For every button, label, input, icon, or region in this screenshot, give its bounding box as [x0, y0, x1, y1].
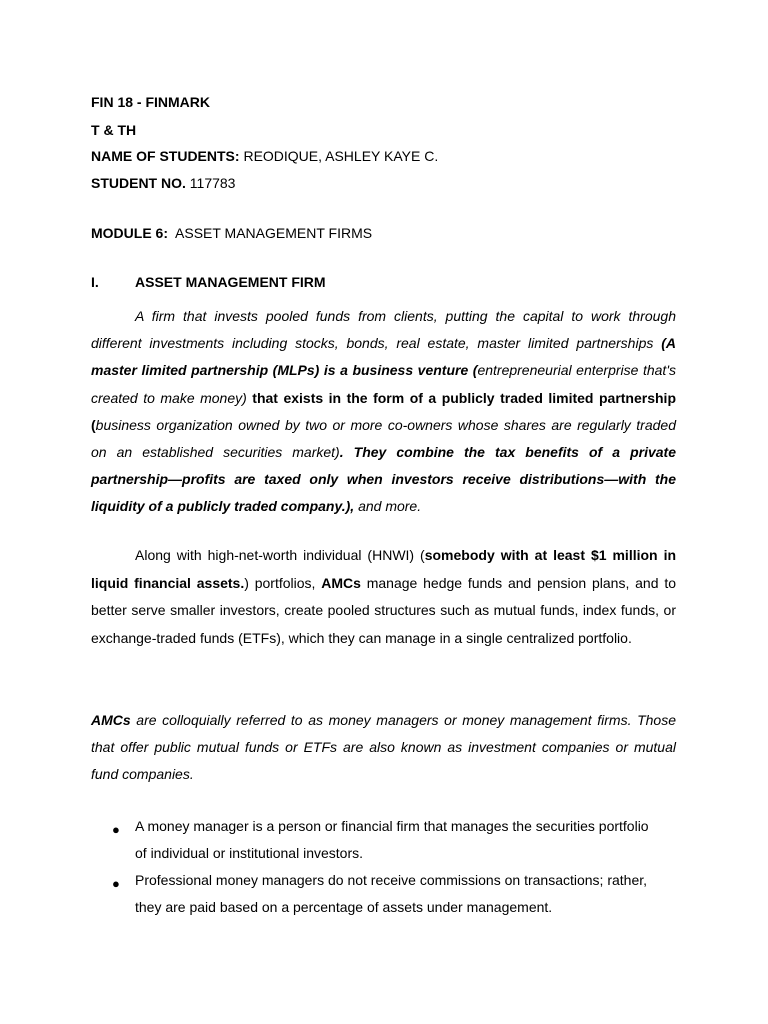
bullet-item-professional-managers: Professional money managers do not receive commissions on transactions; rather, they are paid based on a percentage of assets under management. [135, 872, 648, 915]
para3-text-1: AMCs [91, 712, 131, 728]
students-label: NAME OF STUDENTS: [91, 148, 240, 164]
paragraph-amcs [91, 707, 676, 788]
student-no-line [91, 174, 235, 192]
bullet-marker: ● [112, 822, 120, 837]
para2-text-5: manage hedge funds and pension plans, and to better serve smaller investors, create pooled structures such as mutual funds, index funds, or exchange-traded funds (ETFs), which they can manage in a single centralized portfolio. [91, 574, 676, 646]
para1-text-4: that exists in the form of a publicly traded limited partnership ( [91, 389, 676, 433]
module-label: MODULE 6: [91, 225, 168, 241]
bullet-marker: ● [112, 876, 120, 891]
para1-text-5: business organization owned by two or more co-owners whose shares are regularly traded on an established securities market) [91, 416, 676, 461]
students-line [91, 147, 438, 165]
section-title: ASSET MANAGEMENT FIRM [135, 274, 326, 290]
para1-text-3: entrepreneurial enterprise that's created to make money) [91, 362, 676, 406]
student-no-value: 117783 [189, 175, 236, 191]
paragraph-definition [91, 303, 676, 521]
para1-text-1: A firm that invests pooled funds from clients, putting the capital to work through different investments including stocks, bonds, real estate, master limited partnerships [91, 308, 676, 352]
schedule-line: T & TH [91, 122, 137, 138]
para2-text-2: somebody with at least $1 million in liquid financial assets. [91, 547, 677, 591]
students-value: REODIQUE, ASHLEY KAYE C. [243, 148, 439, 164]
para2-text-1: Along with high-net-worth individual (HNWI) ( [135, 547, 425, 563]
section-number: I. [91, 274, 99, 290]
course-title: FIN 18 - FINMARK [91, 94, 210, 110]
para2-text-3: ) portfolios, [244, 574, 322, 591]
para1-text-2: (A master limited partnership (MLPs) is a business venture ( [91, 335, 676, 379]
para2-text-4: AMCs [321, 574, 361, 591]
module-title: ASSET MANAGEMENT FIRMS [175, 225, 373, 241]
bullet-item-money-manager: A money manager is a person or financial firm that manages the securities portfolio of individual or institutional investors. [135, 818, 649, 861]
para1-text-6: . They combine the tax benefits of a private partnership—profits are taxed only when investors receive distributions—with the liquidity of a publicly traded company.), [91, 444, 676, 515]
para1-text-7: and more. [354, 498, 422, 515]
module-heading [91, 224, 372, 242]
para3-text-2: are colloquially referred to as money managers or money management firms. Those that offer public mutual funds or ETFs are also known as investment companies or mutual fund companies. [91, 712, 676, 782]
paragraph-hnwi [91, 542, 676, 652]
student-no-label: STUDENT NO. [91, 175, 186, 191]
